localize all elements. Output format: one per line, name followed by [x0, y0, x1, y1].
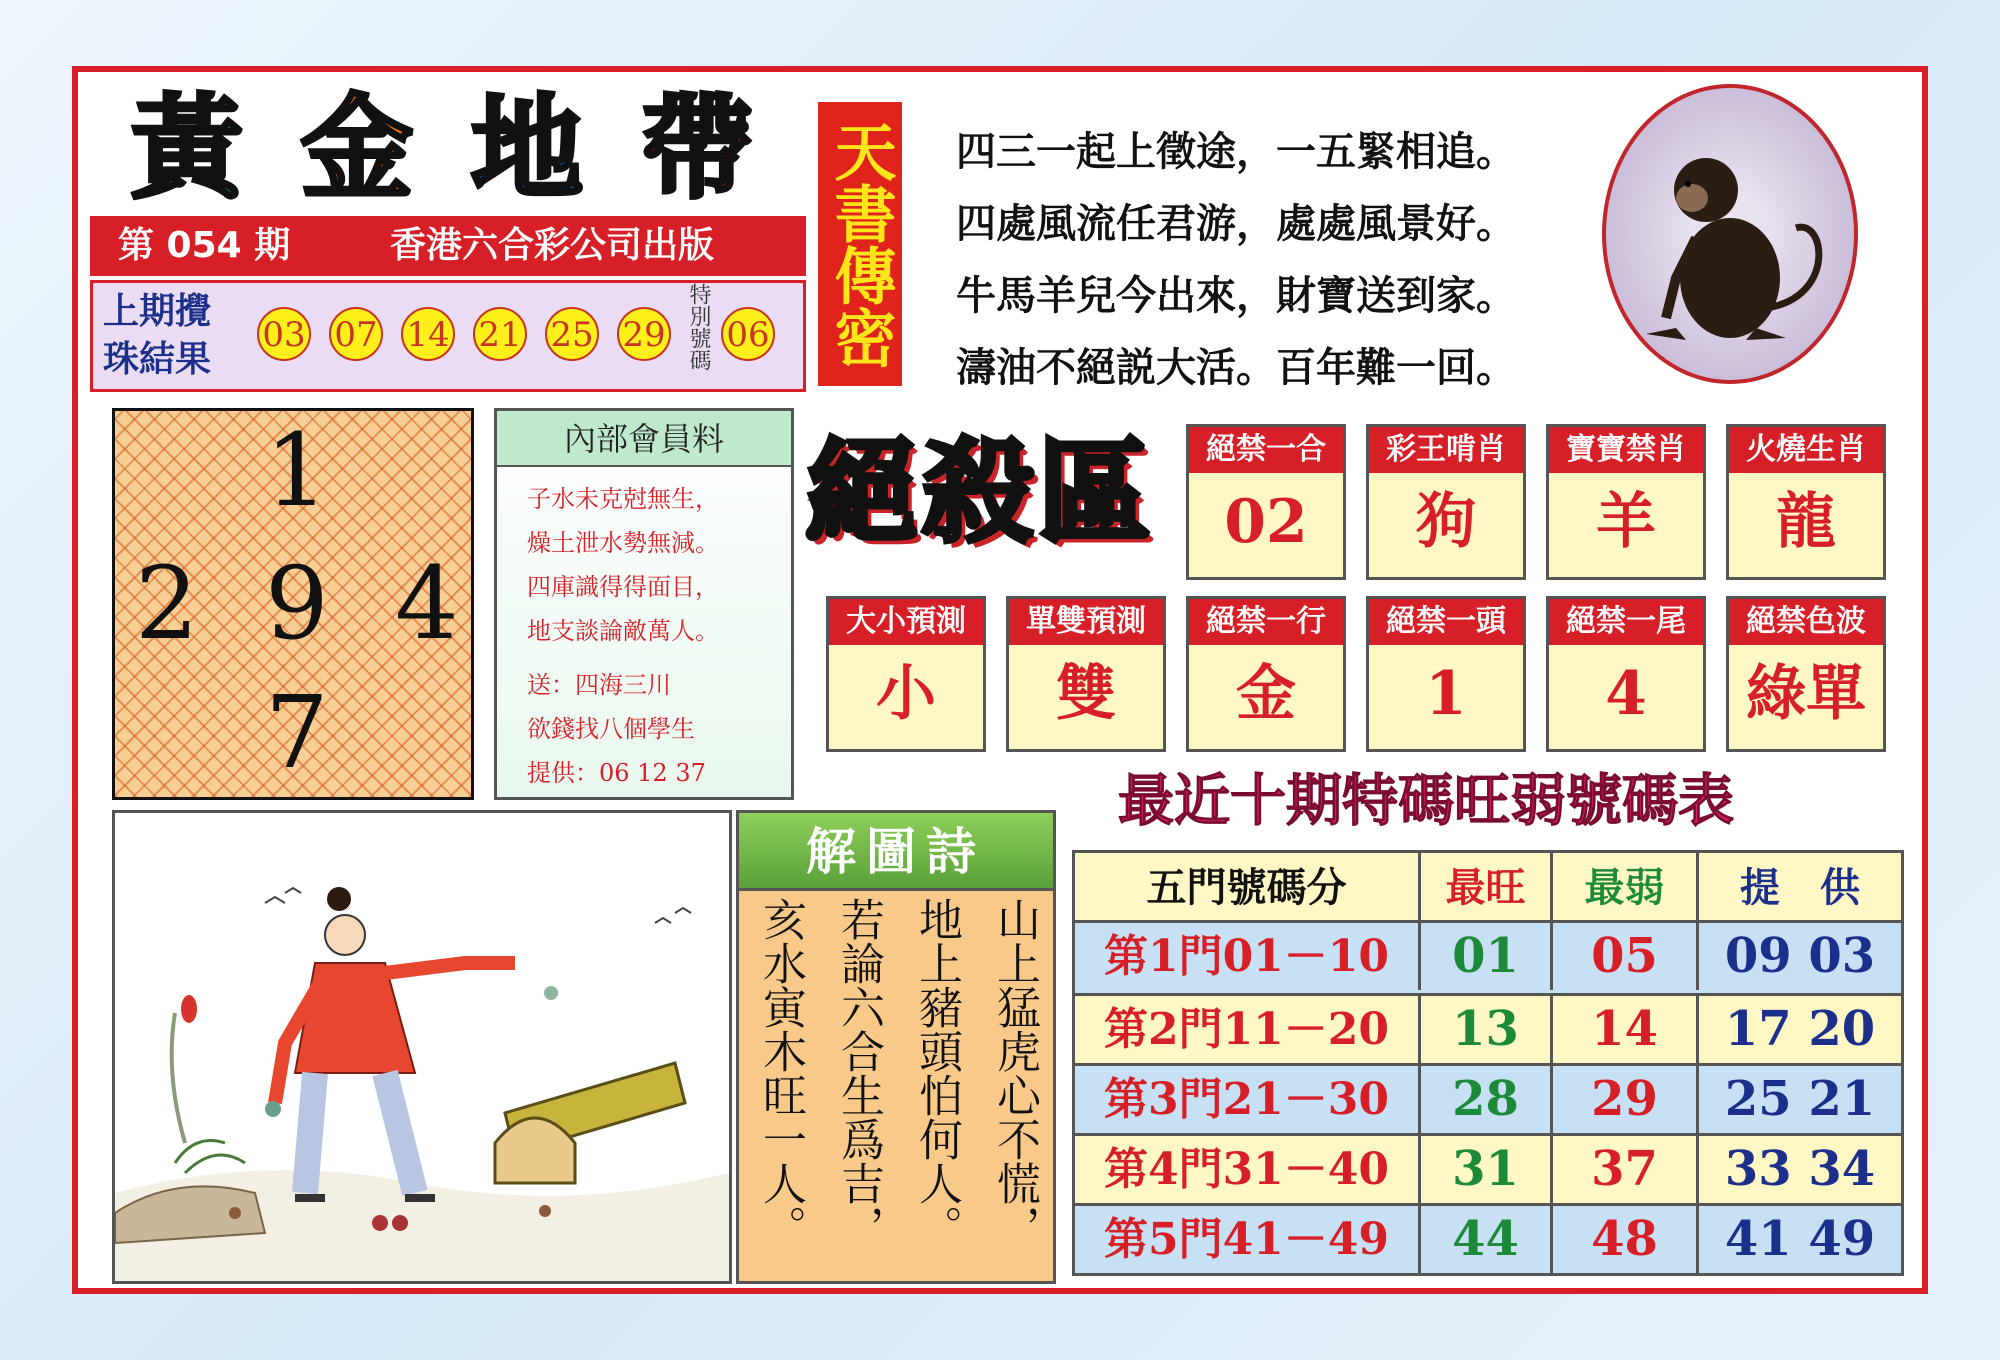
- cell-provide: 17 20: [1724, 1001, 1876, 1057]
- poem-line-4: 濤油不絕説大活。百年難一回。: [956, 344, 1516, 391]
- predict-box-1: [826, 596, 986, 752]
- predict-box-6-head: 絕禁色波: [1729, 599, 1883, 645]
- predict-box-2-value: 雙: [1009, 645, 1163, 749]
- riddle-title: 解圖詩: [739, 813, 1053, 891]
- kill-box-2-value: 狗: [1369, 473, 1523, 577]
- cell-cold: 48: [1553, 1206, 1699, 1273]
- cell-provide: 41 49: [1724, 1211, 1876, 1267]
- table-header-row: [1075, 853, 1901, 923]
- cell-provide: 33 34: [1724, 1141, 1876, 1197]
- result-ball-5: 25: [545, 307, 599, 361]
- grid-bottom-number: 7: [265, 674, 329, 791]
- monkey-medallion: [1602, 84, 1858, 384]
- riddle-col-3: 地上豬頭怕何人。: [911, 897, 962, 1249]
- predict-box-3: [1186, 596, 1346, 752]
- cell-provide: 09 03: [1724, 928, 1876, 984]
- header-provide: 提 供: [1740, 865, 1860, 911]
- table-title: 最近十期特碼旺弱號碼表: [1118, 769, 1734, 834]
- top-poem: [956, 116, 1576, 404]
- members-line-1: 子水未克尅無生，: [527, 485, 719, 513]
- table-row: [1075, 923, 1901, 993]
- scholar-cannon-illustration: [115, 813, 729, 1281]
- result-ball-3: 14: [401, 307, 455, 361]
- predict-box-2: [1006, 596, 1166, 752]
- kill-box-4-head: 火燒生肖: [1729, 427, 1883, 473]
- members-line-2: 燥土泄水勢無減。: [527, 529, 719, 557]
- cell-hot: 01: [1421, 923, 1553, 990]
- kill-box-1-value: 02: [1189, 473, 1343, 577]
- result-ball-6: 29: [617, 307, 671, 361]
- last-result-label-1: 上期攪: [103, 291, 212, 332]
- cell-hot: 44: [1421, 1206, 1553, 1273]
- cell-cold: 05: [1553, 923, 1699, 990]
- kill-box-4-value: 龍: [1729, 473, 1883, 577]
- kill-box-3-value: 羊: [1549, 473, 1703, 577]
- kill-box-2: [1366, 424, 1526, 580]
- poster-frame: [72, 66, 1928, 1294]
- members-text: [527, 477, 719, 795]
- illustration-panel: [112, 810, 732, 1284]
- cell-hot: 13: [1421, 996, 1553, 1063]
- members-provide: 提供：06 12 37: [527, 759, 706, 787]
- grid-right-number: 4: [395, 545, 459, 662]
- cell-gate: 第3門21－30: [1075, 1066, 1421, 1133]
- last-result-panel: [90, 280, 806, 392]
- predict-box-6: [1726, 596, 1886, 752]
- secret-banner: 天書傳密: [818, 102, 902, 386]
- poem-line-1: 四三一起上徵途，一五緊相追。: [956, 128, 1516, 175]
- riddle-col-4: 山上猛虎心不慌，: [989, 897, 1040, 1249]
- predict-box-3-head: 絕禁一行: [1189, 599, 1343, 645]
- table-row: [1075, 1133, 1901, 1203]
- kill-box-3: [1546, 424, 1706, 580]
- monkey-icon: [1606, 88, 1858, 384]
- result-ball-4: 21: [473, 307, 527, 361]
- header-hot: 最旺: [1421, 853, 1553, 923]
- kill-box-3-head: 寶寶禁肖: [1549, 427, 1703, 473]
- members-line-4: 地支談論敵萬人。: [527, 617, 719, 645]
- result-ball-1: 03: [257, 307, 311, 361]
- hot-cold-table: [1072, 850, 1904, 1276]
- title-char-3: 地: [471, 84, 583, 214]
- title-char-1: 黃: [131, 84, 243, 214]
- poem-line-2: 四處風流任君游，處處風景好。: [956, 200, 1516, 247]
- cell-cold: 37: [1553, 1136, 1699, 1203]
- kill-box-2-head: 彩王啃肖: [1369, 427, 1523, 473]
- title-char-2: 金: [301, 84, 413, 214]
- predict-box-5-value: 4: [1549, 645, 1703, 749]
- title-char-4: 帶: [641, 84, 753, 214]
- predict-box-5: [1546, 596, 1706, 752]
- grid-left-number: 2: [135, 545, 199, 662]
- riddle-col-1: 亥水寅木旺一人。: [755, 897, 806, 1249]
- number-grid: [112, 408, 474, 800]
- cell-hot: 31: [1421, 1136, 1553, 1203]
- members-send: 送：四海三川: [527, 671, 671, 699]
- table-row: [1075, 1203, 1901, 1273]
- members-line-3: 四庫識得得面目，: [527, 573, 719, 601]
- poem-line-3: 牛馬羊兒今出來，財寶送到家。: [956, 272, 1516, 319]
- members-line-5: 欲錢找八個學生: [527, 715, 695, 743]
- predict-box-2-head: 單雙預測: [1009, 599, 1163, 645]
- predict-box-4: [1366, 596, 1526, 752]
- members-panel: [494, 408, 794, 800]
- kill-box-1: [1186, 424, 1346, 580]
- predict-box-6-value: 綠單: [1729, 645, 1883, 749]
- predict-box-1-value: 小: [829, 645, 983, 749]
- cell-gate: 第5門41－49: [1075, 1206, 1421, 1273]
- predict-box-3-value: 金: [1189, 645, 1343, 749]
- riddle-col-2: 若論六合生爲吉，: [833, 897, 884, 1249]
- cell-hot: 28: [1421, 1066, 1553, 1133]
- predict-box-4-value: 1: [1369, 645, 1523, 749]
- issue-number: 第 054 期: [118, 225, 291, 266]
- table-row: [1075, 1063, 1901, 1133]
- header-cold: 最弱: [1553, 853, 1699, 923]
- cell-gate: 第2門11－20: [1075, 996, 1421, 1063]
- cell-gate: 第1門01－10: [1075, 923, 1421, 990]
- table-body: [1075, 923, 1901, 1273]
- predict-box-4-head: 絕禁一頭: [1369, 599, 1523, 645]
- cell-cold: 14: [1553, 996, 1699, 1063]
- grid-top-number: 1: [265, 412, 329, 529]
- special-ball: 06: [721, 307, 775, 361]
- grid-center-number: 9: [265, 545, 329, 662]
- predict-box-1-head: 大小預測: [829, 599, 983, 645]
- publisher-text: 香港六合彩公司出版: [390, 225, 715, 266]
- header-gate: 五門號碼分: [1075, 853, 1421, 923]
- predict-box-5-head: 絕禁一尾: [1549, 599, 1703, 645]
- cell-gate: 第4門31－40: [1075, 1136, 1421, 1203]
- kill-box-1-head: 絕禁一合: [1189, 427, 1343, 473]
- cell-provide: 25 21: [1724, 1071, 1876, 1127]
- cell-cold: 29: [1553, 1066, 1699, 1133]
- members-title: 內部會員料: [497, 411, 791, 467]
- special-number-label: 特別號碼: [686, 283, 711, 371]
- kill-zone-title: 絕殺區: [806, 428, 1154, 558]
- kill-box-4: [1726, 424, 1886, 580]
- issue-bar: [90, 216, 806, 276]
- result-ball-2: 07: [329, 307, 383, 361]
- table-row: [1075, 993, 1901, 1063]
- riddle-panel: [736, 810, 1056, 1284]
- last-result-label-2: 珠結果: [103, 339, 212, 380]
